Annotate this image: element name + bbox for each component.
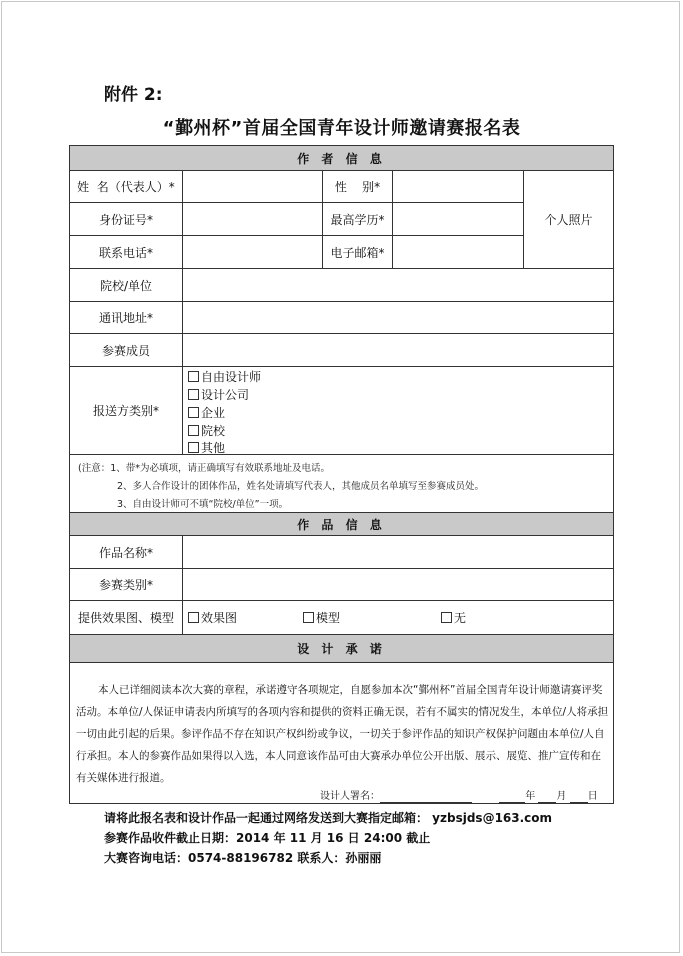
email-input[interactable] <box>393 236 523 268</box>
render-label: 提供效果图、模型 <box>77 611 174 625</box>
category-label: 报送方类别* <box>92 404 159 418</box>
work-category-label: 参赛类别* <box>98 578 153 592</box>
render-option-none[interactable]: 无 <box>441 601 466 634</box>
members-input[interactable] <box>183 334 613 366</box>
work-category-input[interactable] <box>183 569 613 600</box>
checkbox[interactable] <box>188 371 199 382</box>
note-2: 2、多人合作设计的团体作品，姓名处请填写代表人，其他成员名单填写至参赛成员处。 <box>117 481 485 492</box>
footer-email: 请将此报名表和设计作品一起通过网络发送到大赛指定邮箱： yzbsjds@163.com <box>104 811 553 825</box>
render-option-model[interactable]: 模型 <box>303 601 340 634</box>
name-label: 姓 名（代表人）* <box>77 180 175 194</box>
checkbox[interactable] <box>188 407 199 418</box>
footer-deadline: 参赛作品收件截止日期：2014 年 11 月 16 日 24:00 截止 <box>104 831 431 845</box>
note-1: (注意：1、带*为必填项，请正确填写有效联系地址及电话。 <box>78 463 331 474</box>
attachment-label: 附件 2: <box>104 85 163 105</box>
signature-label: 设计人署名： <box>320 791 380 802</box>
school-label: 院校/单位 <box>99 278 153 293</box>
school-input[interactable] <box>183 269 613 301</box>
signature-input[interactable] <box>380 791 472 803</box>
category-option-company[interactable]: 设计公司 <box>188 386 249 403</box>
checkbox[interactable] <box>188 612 199 623</box>
pledge-section-header: 设 计 承 诺 <box>70 635 613 662</box>
phone-label: 联系电话* <box>98 245 153 260</box>
gender-input[interactable] <box>393 171 523 202</box>
phone-input[interactable] <box>183 236 322 268</box>
checkbox[interactable] <box>188 425 199 436</box>
email-label: 电子邮箱* <box>330 245 385 260</box>
checkbox[interactable] <box>441 612 452 623</box>
footer-contact: 大赛咨询电话：0574-88196782 联系人：孙丽丽 <box>104 851 382 865</box>
author-section-header: 作 者 信 息 <box>70 146 613 170</box>
form-title: “鄞州杯”首届全国青年设计师邀请赛报名表 <box>162 118 521 139</box>
name-input[interactable] <box>183 171 322 202</box>
checkbox[interactable] <box>303 612 314 623</box>
pledge-text: 本人已详细阅读本次大赛的章程，承诺遵守各项规定，自愿参加本次“鄞州杯”首届全国青年设计师邀请赛评奖活动。本单位/人保证申请表内所填写的各项内容和提供的资料正确无误，若有不属实的情况发生，本单位/人将承担一切由此引起的后果。参评作品不存在知识产权纠纷或争议，一切关于参评作品的知识产权保护问题由本单位/人自行承担。本人的参赛作品如果得以入选，本人同意该作品可由大赛承办单位公开出版、展示、展览、推广宣传和在有关媒体进行报道。 <box>76 684 609 784</box>
id-label: 身份证号* <box>98 212 153 227</box>
render-option-image[interactable]: 效果图 <box>188 601 237 634</box>
category-option-school[interactable]: 院校 <box>188 422 225 439</box>
work-section-header: 作 品 信 息 <box>70 513 613 535</box>
day-input[interactable] <box>570 791 588 803</box>
education-label: 最高学历* <box>330 212 385 227</box>
gender-label: 性 别* <box>334 180 381 194</box>
checkbox[interactable] <box>188 389 199 400</box>
category-option-other[interactable]: 其他 <box>188 439 225 456</box>
registration-form <box>69 145 614 804</box>
photo-box[interactable]: 个人照片 <box>544 213 593 227</box>
checkbox[interactable] <box>188 442 199 453</box>
id-input[interactable] <box>183 203 322 235</box>
members-label: 参赛成员 <box>101 343 150 358</box>
category-option-freelance[interactable]: 自由设计师 <box>188 368 261 385</box>
education-input[interactable] <box>393 203 523 235</box>
signature-line: 设计人署名： 年 月 日 <box>320 791 598 802</box>
work-name-label: 作品名称* <box>98 545 153 560</box>
note-3: 3、自由设计师可不填“院校/单位”一项。 <box>117 499 289 510</box>
address-label: 通讯地址* <box>98 311 153 325</box>
address-input[interactable] <box>183 302 613 333</box>
category-option-enterprise[interactable]: 企业 <box>188 404 225 421</box>
year-input[interactable] <box>499 791 525 803</box>
work-name-input[interactable] <box>183 536 613 568</box>
month-input[interactable] <box>538 791 556 803</box>
